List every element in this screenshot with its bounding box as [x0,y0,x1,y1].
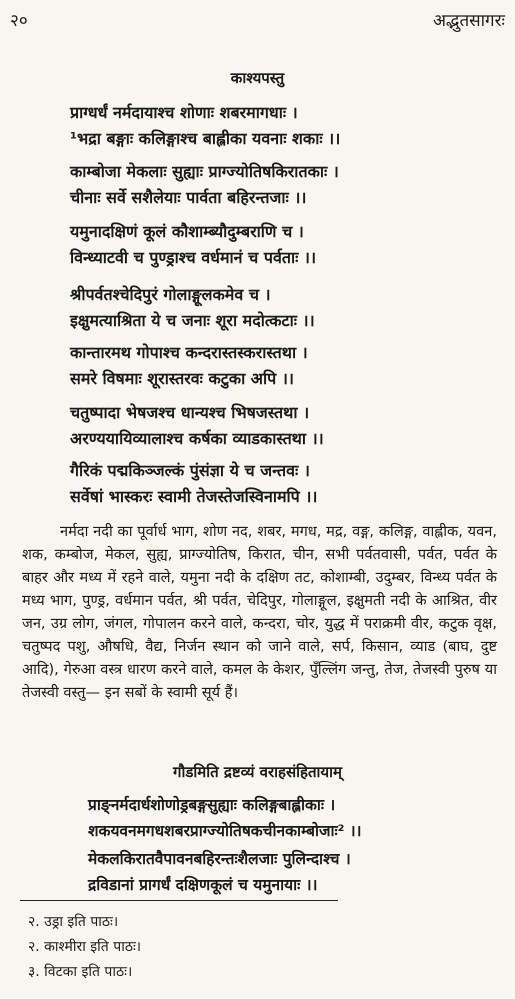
verse-line: ¹भद्रा बङ्गाः कलिङ्गाश्च बाह्लीका यवनाः शकाः ।। [70,129,341,148]
verse-line: कान्तारमथ गोपाश्च कन्दरास्तस्करास्तथा । [70,343,308,362]
section-heading: काश्यपस्तु [230,69,285,87]
verse-line: अरण्ययायिव्यालाश्च कर्षका व्याडकास्तथा ।। [70,429,324,448]
verse-line: श्रीपर्वतश्चेदिपुरं गोलाङ्गूलकमेव च । [70,285,271,304]
verse-line: समरे विषमाः शूरास्तरवः कटुका अपि ।। [70,369,294,388]
page-header [10,8,505,34]
verse-line: यमुनादक्षिणं कूलं कौशाम्ब्यौदुम्बराणि च । [70,222,304,241]
verse-line: प्राग्धर्धं नर्मदायाश्च शोणाः शबरमागधाः । [70,103,298,122]
running-title: अद्भुतसागरः [433,11,505,31]
verse-line: मेकलकिरातवैपावनबहिरन्तःशैलजाः पुलिन्दाश्च । [88,850,351,868]
footnote: ३. विटका इति पाठः। [28,964,133,980]
verse-block [88,792,448,844]
footnote: २. उड्रा इति पाठः। [28,914,119,930]
hindi-commentary: नर्मदा नदी का पूर्वार्ध भाग, शोण नद, शबर, मगध, मद्र, वङ्ग, कलिङ्ग, वाह्लीक, यवन, शक, कम्बोज, मेकल, सुह्य, प्राग्ज्योतिष, किरात, चीन, सभी पर्वतवासी, पर्वत, पर्वत के बाहर और मध्य में रहने वाले, यमुना नदी के दक्षिण तट, कोशाम्बी, उदुम्बर, विन्ध्य पर्वत के मध्य भाग, पुण्ड्र, वर्धमान पर्वत, श्री पर्वत, चेदिपुर, गोलाङ्गूल, इक्षुमती नदी के आश्रित, वीर जन, उग्र लोग, जंगल, गोपालन करने वाले, कन्दरा, चोर, युद्ध में पराक्रमी वीर, कटुक वृक्ष, चतुष्पद पशु, औषधि, वैद्य, निर्जन स्थान को जाने वाले, सर्प, किसान, व्याड (बाघ, दुष्ट आदि), गेरुआ वस्त्र धारण करने वाले, कमल के केशर, पुँल्लिंग जन्तु, तेज, तेजस्वी पुरुष या तेजस्वी वस्तु— इन सबों के स्वामी सूर्य हैं। [22,523,497,701]
verse-line: काम्बोजा मेकलाः सुह्याः प्राग्ज्योतिषकिरातकाः । [70,162,339,181]
section-heading: गौडमिति द्रष्टव्यं वराहसंहितायाम् [173,763,342,781]
verse-block [70,458,440,510]
verse-line: द्रविडानां प्रागर्धं दक्षिणकूलं च यमुनायाः ।। [88,876,318,894]
verse-block [70,282,440,334]
verse-line: चतुष्पादा भेषजश्च धान्यश्च भिषजस्तथा । [70,403,310,422]
footnote-divider [20,900,338,901]
footnote: २. काश्मीरा इति पाठः। [28,939,142,955]
verse-line: शकयवनमगधशबरप्राग्ज्योतिषकचीनकाम्बोजाः² ।। [88,822,362,840]
verse-line: विन्ध्याटवी च पुण्ड्राश्च वर्धमानं च पर्वताः ।। [70,248,317,267]
verse-block [70,100,440,152]
verse-line: इक्षुमत्याश्रिता ये च जनाः शूरा मदोत्कटाः ।। [70,311,315,330]
verse-block [70,400,440,452]
verse-block [88,846,448,898]
verse-block [70,159,440,211]
verse-block [70,340,440,392]
page-number: २० [10,11,28,31]
verse-block [70,219,440,271]
verse-line: प्राङ्नर्मदार्धशोणोड्रबङ्गसुह्याः कलिङ्गबाह्लीकाः । [88,796,336,814]
verse-line: गैरिकं पद्मकिञ्जल्कं पुंसंज्ञा ये च जन्तवः । [70,461,310,480]
verse-line: सर्वेषां भास्करः स्वामी तेजस्तेजस्विनामपि ।। [70,487,318,506]
verse-line: चीनाः सर्वे सशैलेयाः पार्वता बहिरन्तजाः ।। [70,188,307,207]
